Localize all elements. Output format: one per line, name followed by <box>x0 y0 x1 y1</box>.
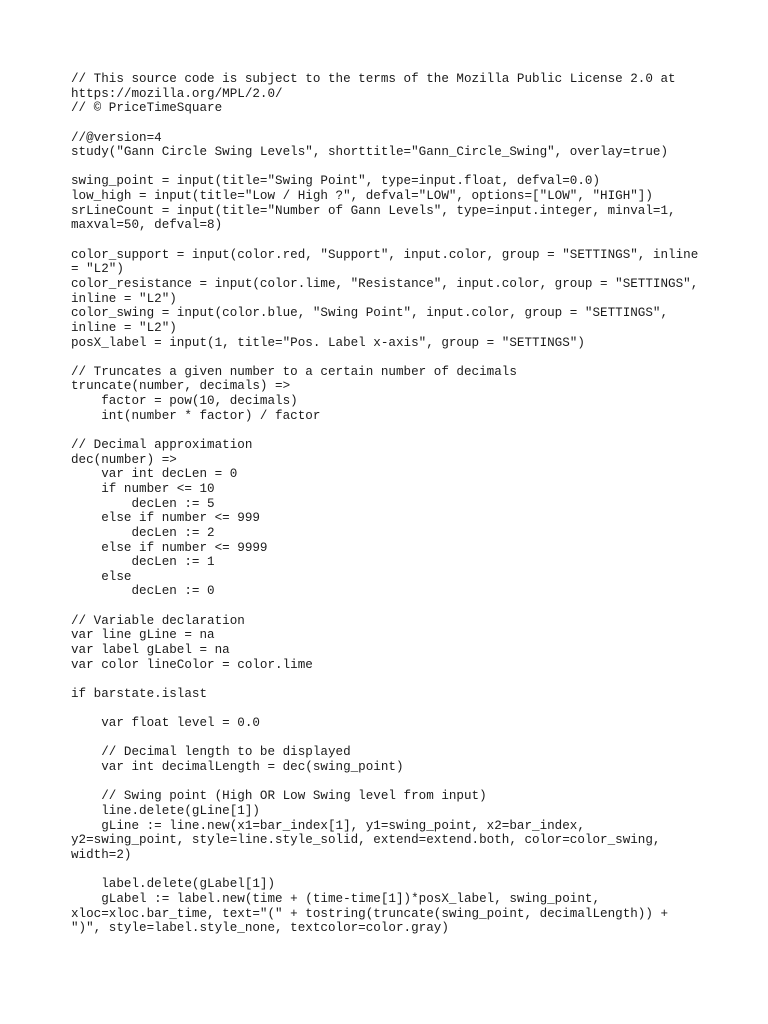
code-line: posX_label = input(1, title="Pos. Label x-axis", group = "SETTINGS") <box>71 335 585 350</box>
code-line: // This source code is subject to the terms of the Mozilla Public License 2.0 at <box>71 72 676 86</box>
code-line: // Decimal approximation <box>71 438 253 453</box>
code-line: color_swing = input(color.blue, "Swing Point", input.color, group = "SETTINGS", <box>71 306 669 321</box>
code-line <box>71 775 711 790</box>
code-line: https://mozilla.org/MPL/2.0/ <box>71 86 283 101</box>
code-line: dec(number) => <box>71 452 177 467</box>
code-line: // Variable declaration <box>71 613 245 628</box>
source-code-block <box>71 72 711 936</box>
code-line: else if number <= 999 <box>71 511 260 526</box>
code-line: // Swing point (High OR Low Swing level from input) <box>71 789 487 804</box>
code-line: if number <= 10 <box>71 481 215 496</box>
code-line <box>71 423 711 438</box>
code-line: // Decimal length to be displayed <box>71 745 351 760</box>
code-line: else if number <= 9999 <box>71 540 268 555</box>
code-line: int(number * factor) / factor <box>71 408 321 423</box>
code-line <box>71 233 711 248</box>
code-line: //@version=4 <box>71 130 162 145</box>
code-line: decLen := 5 <box>71 496 215 511</box>
code-line: label.delete(gLabel[1]) <box>71 877 276 892</box>
code-line: y2=swing_point, style=line.style_solid, extend=extend.both, color=color_swing, <box>71 833 661 848</box>
code-line <box>71 116 711 131</box>
code-line: swing_point = input(title="Swing Point", type=input.float, defval=0.0) <box>71 174 601 189</box>
code-line: ")", style=label.style_none, textcolor=color.gray) <box>71 921 449 936</box>
code-line: else <box>71 569 132 584</box>
code-line: var color lineColor = color.lime <box>71 657 313 672</box>
code-line: gLabel := label.new(time + (time-time[1])*posX_label, swing_point, <box>71 891 601 906</box>
code-line <box>71 702 711 717</box>
code-line: var line gLine = na <box>71 628 215 643</box>
code-line: = "L2") <box>71 262 124 277</box>
code-line: inline = "L2") <box>71 291 177 306</box>
code-line <box>71 863 711 878</box>
code-line: gLine := line.new(x1=bar_index[1], y1=swing_point, x2=bar_index, <box>71 818 585 833</box>
code-line: // © PriceTimeSquare <box>71 101 223 116</box>
code-line: inline = "L2") <box>71 320 177 335</box>
code-line: xloc=xloc.bar_time, text="(" + tostring(truncate(swing_point, decimalLength)) + <box>71 906 669 921</box>
code-line: if barstate.islast <box>71 686 208 701</box>
code-line: study("Gann Circle Swing Levels", shorttitle="Gann_Circle_Swing", overlay=true) <box>71 145 669 160</box>
code-line: color_resistance = input(color.lime, "Resistance", input.color, group = "SETTINGS", <box>71 276 699 291</box>
code-line: width=2) <box>71 847 132 862</box>
code-line: var float level = 0.0 <box>71 716 260 731</box>
code-line: low_high = input(title="Low / High ?", defval="LOW", options=["LOW", "HIGH"]) <box>71 189 653 204</box>
code-line: // Truncates a given number to a certain number of decimals <box>71 364 517 379</box>
code-line: truncate(number, decimals) => <box>71 379 291 394</box>
code-line: var int decimalLength = dec(swing_point) <box>71 760 404 775</box>
code-line <box>71 160 711 175</box>
code-line: factor = pow(10, decimals) <box>71 394 298 409</box>
code-line: var label gLabel = na <box>71 642 230 657</box>
code-line: line.delete(gLine[1]) <box>71 804 260 819</box>
code-line: decLen := 1 <box>71 555 215 570</box>
code-line: maxval=50, defval=8) <box>71 218 223 233</box>
code-line: var int decLen = 0 <box>71 467 238 482</box>
code-line: srLineCount = input(title="Number of Gann Levels", type=input.integer, minval=1, <box>71 203 676 218</box>
code-line: decLen := 0 <box>71 584 215 599</box>
code-line <box>71 672 711 687</box>
code-line <box>71 350 711 365</box>
code-line <box>71 599 711 614</box>
code-line <box>71 731 711 746</box>
code-line: decLen := 2 <box>71 525 215 540</box>
code-line: color_support = input(color.red, "Support", input.color, group = "SETTINGS", inline <box>71 247 699 262</box>
